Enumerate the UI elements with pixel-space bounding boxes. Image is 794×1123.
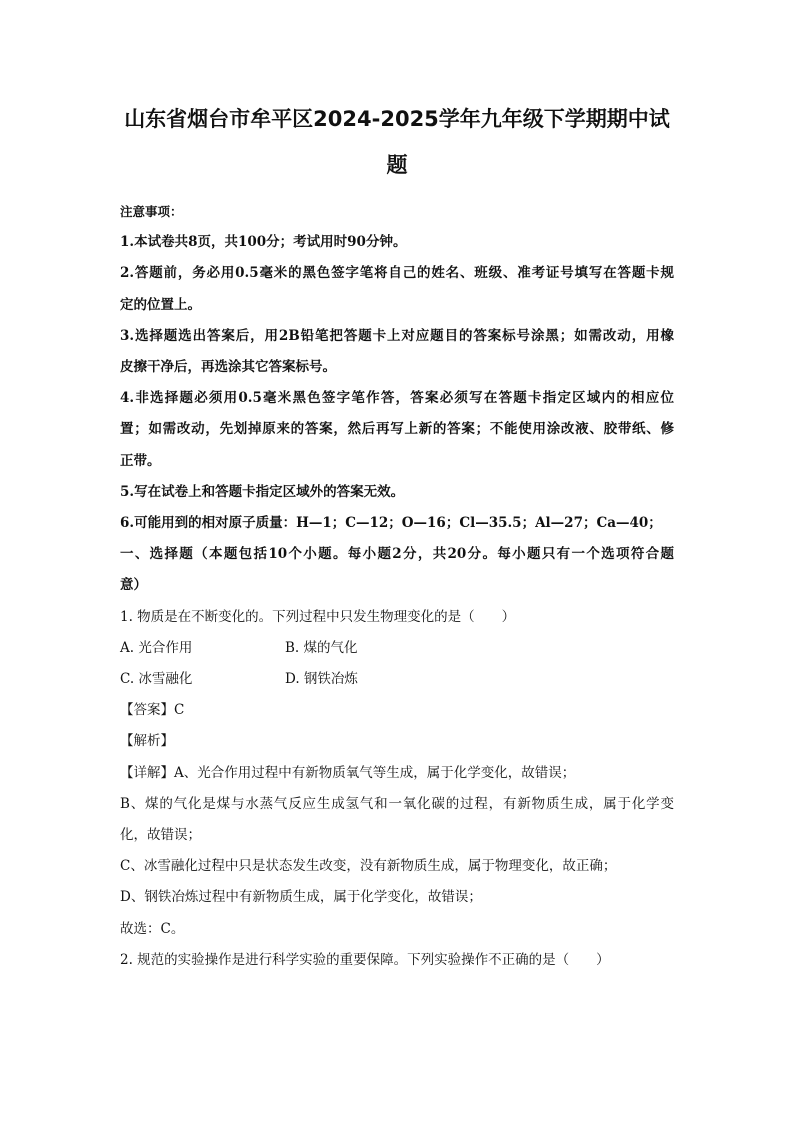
title-line-1: 山东省烟台市牟平区2024-2025学年九年级下学期期中试: [124, 107, 670, 131]
q1-options-row-1: [120, 633, 674, 664]
q1-analysis-label: 【解析】: [120, 733, 174, 750]
notice-item-2b: 定的位置上。: [120, 296, 201, 313]
q1-option-d: D. 钢铁冶炼: [285, 671, 358, 688]
notice-item-4a: 4.非选择题必须用0.5毫米黑色签字笔作答，答案必须写在答题卡指定区域内的相应位: [120, 390, 674, 407]
q1-detail-2b: 化，故错误；: [120, 827, 201, 844]
q1-detail-4: D、钢铁冶炼过程中有新物质生成，属于化学变化，故错误；: [120, 889, 482, 906]
q1-detail-2a: B、煤的气化是煤与水蒸气反应生成氢气和一氧化碳的过程，有新物质生成，属于化学变: [120, 795, 674, 812]
notice-item-3a: 3.选择题选出答案后，用2B铅笔把答题卡上对应题目的答案标号涂黑；如需改动，用橡: [120, 327, 674, 344]
section-heading-2: 意）: [120, 577, 147, 594]
notice-item-2a: 2.答题前，务必用0.5毫米的黑色签字笔将自己的姓名、班级、准考证号填写在答题卡规: [120, 265, 674, 282]
notice-item-4c: 正带。: [120, 452, 161, 469]
q1-detail-3: C、冰雪融化过程中只是状态发生改变，没有新物质生成，属于物理变化，故正确；: [120, 858, 617, 875]
q1-options-row-2: [120, 664, 674, 695]
notice-item-4b: 置；如需改动，先划掉原来的答案，然后再写上新的答案；不能使用涂改液、胶带纸、修: [120, 421, 674, 438]
section-heading-1: 一、选择题（本题包括10个小题。每小题2分，共20分。每小题只有一个选项符合题: [120, 546, 674, 563]
notice-heading: 注意事项：: [120, 204, 183, 219]
exam-body: [120, 196, 674, 976]
q1-answer: 【答案】C: [120, 702, 185, 719]
q1-option-c: C. 冰雪融化: [120, 671, 193, 688]
notice-item-1: 1.本试卷共8页，共100分；考试用时90分钟。: [120, 234, 407, 251]
exam-title: [120, 96, 674, 188]
notice-item-3b: 皮擦干净后，再选涂其它答案标号。: [120, 359, 336, 376]
q1-option-b: B. 煤的气化: [285, 639, 358, 656]
q1-stem: 1. 物质是在不断变化的。下列过程中只发生物理变化的是（ ）: [120, 608, 516, 625]
q1-detail-1: 【详解】A、光合作用过程中有新物质氧气等生成，属于化学变化，故错误；: [120, 764, 576, 781]
title-line-2: 题: [386, 153, 408, 177]
q1-option-a: A. 光合作用: [120, 639, 193, 656]
q2-stem: 2. 规范的实验操作是进行科学实验的重要保障。下列实验操作不正确的是（ ）: [120, 951, 610, 968]
notice-item-5: 5.写在试卷上和答题卡指定区域外的答案无效。: [120, 483, 405, 500]
notice-item-6: 6.可能用到的相对原子质量：H—1；C—12；O—16；Cl—35.5；Al—27；Ca—40；: [120, 515, 662, 532]
q1-conclusion: 故选：C。: [120, 920, 185, 937]
